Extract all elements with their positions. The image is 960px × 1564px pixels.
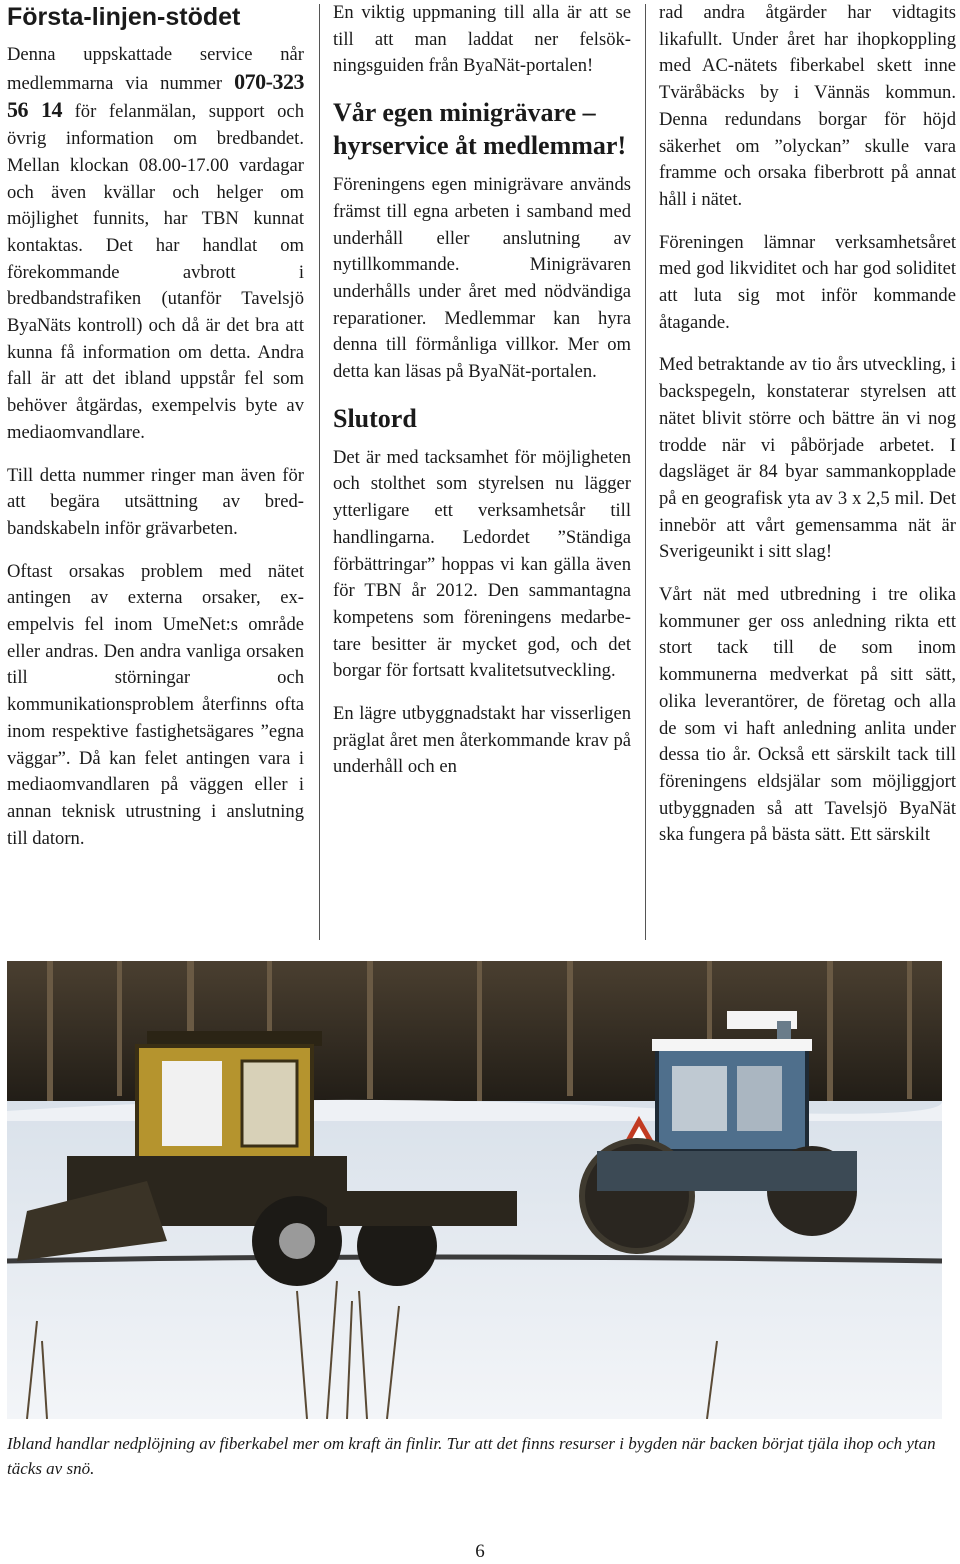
paragraph: Föreningens egen minigrävare används främst till egna arbeten i samband med underhåll eller anslutning av nytillkommande. Minigrävaren underhålls under året med nödvändiga reparationer. Medlemmar kan hyra denna till förmånliga villkor. Mer om detta kan läsas på ByaNät-portalen.	[333, 174, 631, 383]
section-heading: Slutord	[333, 403, 417, 433]
paragraph: rad andra åtgärder har vidtagits likafullt. Under året har ihopkoppling med AC-nätets fiberkabel skett inne Tväråbäcks by i Vännäs kommun. Denna redundans borgar för höjd säkerhet om ”olyckan” skulle vara framme och orsaka fiberbrott på annat håll i nätet.	[659, 2, 956, 210]
support-phone-number: 070-323 56 14	[7, 68, 304, 123]
paragraph: Det är med tacksamhet för möjligheten och stolthet som styrelsen nu lägger ytterligare ett verksamhetsår till handlingarna. Ledordet ”Ständiga förbättringar” hoppas vi kan gälla även för TBN år 2012. Den sammantagna kompetens som föreningens medarbetare besitter är mycket god, och det borgar för fortsatt kvalitetsutveckling.	[333, 446, 631, 682]
intro-text-before: Denna uppskattade service når medlemmarna via nummer	[7, 44, 304, 94]
column-divider	[319, 4, 320, 940]
paragraph: Med betraktande av tio års utveckling, i backspegeln, konstaterar styrelsen att nätet blivit större och bättre än vi nog trodde när vi påbörjade arbetet. I dagsläget är 84 byar sammankopplade på en geografisk yta av 3 x 2,5 mil. Det innebör att vårt gemensamma nät är Sverigeunikt i sitt slag!	[659, 354, 956, 563]
paragraph: Oftast orsakas problem med nätet antingen av externa orsaker, exempelvis fel inom UmeNet:s område eller andras. Den andra vanliga orsaken till störningar och kommunikationsproblem återfinns ofta inom respektive fastighetsägares ”egna väggar”. Då kan felet antingen vara i mediaomvandlaren på väggen eller i annan teknisk utrustning i anslutning till datorn.	[7, 560, 304, 849]
column-divider	[645, 4, 646, 940]
intro-text-after: för felanmälan, support och övrig information om bredbandet. Mellan klockan 08.00-17.00 vardagar och även kvällar och helger om möjlighet funnits, har TBN kunnat kontaktas. Det har handlat om förekommande avbrott i bredbandstrafiken (utanför Tavelsjö ByaNäts kontroll) och då är det bra att kunna få information om detta. Andra fall är att det ibland uppstår fel som behöver åtgärdas, exempelvis byte av mediaomvandlare.	[7, 101, 304, 443]
section-heading: Vår egen minigrävare – hyrservice åt medlemmar!	[333, 98, 627, 161]
paragraph: Föreningen lämnar verksamhetsåret med god likviditet och har god soliditet att luta sig mot inför kommande åtagande.	[659, 231, 956, 333]
paragraph: Vårt nät med utbredning i tre olika kommuner ger oss anledning rikta ett stort tack till de som inom kommunerna medverkat på sitt sätt, olika leverantörer, de företag och alla de som vi haft anledning anlita under dessa tio år. Också ett särskilt tack till föreningens eldsjälar som möjliggjort utbyggnaden så att Tavelsjö ByaNät ska fungera på bästa sätt. Ett särskilt	[659, 584, 956, 846]
column-middle	[333, 0, 631, 797]
paragraph: En lägre utbyggnadstakt har visserligen präglat året men återkommande krav på underhåll och en	[333, 703, 631, 778]
paragraph: En viktig uppmaning till alla är att se till att man laddat ner felsökningsguiden från ByaNät-portalen!	[333, 2, 631, 77]
photo-tractors-in-snow	[7, 961, 942, 1419]
intro-paragraph	[7, 42, 304, 447]
paragraph: Till detta nummer ringer man även för att begära utsättning av bredbandskabeln inför grävarbeten.	[7, 464, 304, 539]
page-number: 6	[475, 1541, 485, 1562]
column-right	[659, 0, 956, 865]
column-left	[7, 0, 304, 868]
section-title: Första-linjen-stödet	[7, 3, 241, 31]
photo-caption: Ibland handlar nedplöjning av fiberkabel mer om kraft än finlir. Tur att det finns resurser i bygden när backen börjat tjäla ihop och ytan täcks av snö.	[7, 1434, 936, 1478]
